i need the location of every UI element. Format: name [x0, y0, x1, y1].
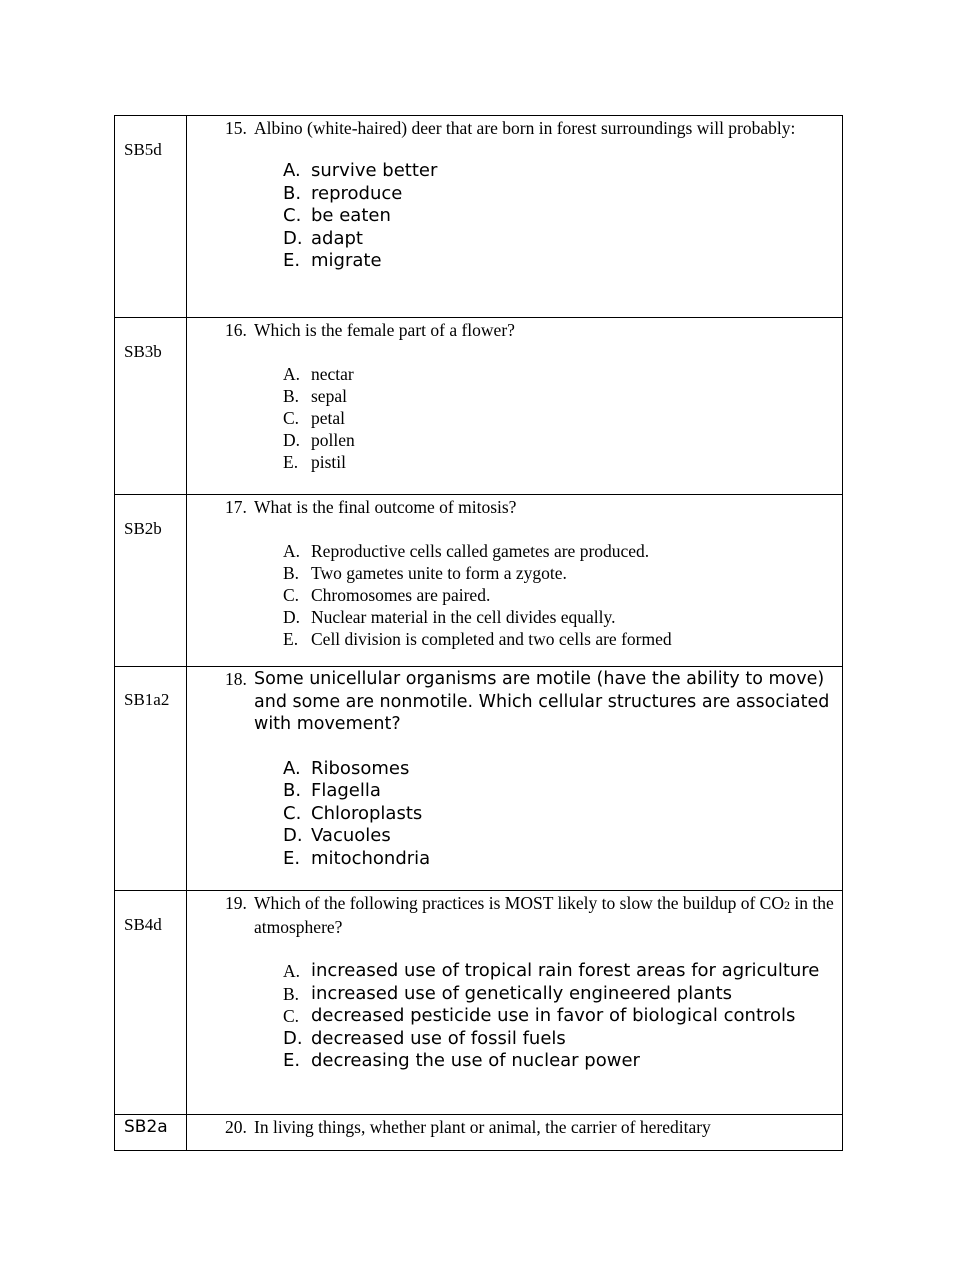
question-cell: [187, 116, 843, 318]
answer-option[interactable]: B. increased use of genetically engineered plants: [283, 982, 733, 1004]
question-number: 16.: [225, 320, 247, 340]
question-row-17: [115, 495, 843, 667]
standard-code-cell: [115, 318, 187, 495]
answer-option[interactable]: D. Vacuoles: [283, 825, 391, 846]
answer-option[interactable]: D. adapt: [283, 227, 363, 249]
question-cell: [187, 1115, 843, 1151]
question-row-19: [115, 891, 843, 1115]
standard-code: SB3b: [124, 342, 162, 361]
standard-code-cell: [115, 495, 187, 667]
question-table: [114, 115, 843, 1151]
question-row-15: [115, 116, 843, 318]
question-stem: [225, 319, 834, 341]
standard-code-cell: [115, 667, 187, 891]
answer-option[interactable]: C. be eaten: [283, 205, 391, 226]
standard-code: SB4d: [124, 915, 162, 934]
question-text: Which is the female part of a flower?: [254, 320, 515, 340]
answer-option[interactable]: A. survive better: [283, 160, 438, 181]
question-text: Which of the following practices is MOST likely to slow the buildup of CO2 in the atmosphere?: [254, 893, 834, 937]
answer-option[interactable]: B. Flagella: [283, 780, 381, 801]
answer-option[interactable]: C. decreased pesticide use in favor of biological controls: [283, 1005, 796, 1026]
answer-option[interactable]: B. Two gametes unite to form a zygote.: [283, 563, 567, 583]
answer-option[interactable]: B. reproduce: [283, 182, 403, 204]
answer-option[interactable]: D. pollen: [283, 430, 355, 450]
question-number: 19.: [225, 893, 247, 913]
answer-option[interactable]: E. migrate: [283, 250, 382, 271]
answer-options: [225, 540, 834, 650]
answer-option[interactable]: A. Reproductive cells called gametes are produced.: [283, 541, 650, 561]
standard-code: SB2a: [124, 1117, 168, 1137]
question-cell: [187, 495, 843, 667]
question-cell: [187, 667, 843, 891]
answer-option[interactable]: C. Chromosomes are paired.: [283, 585, 491, 605]
answer-options: [225, 363, 834, 473]
question-text: Some unicellular organisms are motile (have the ability to move) and some are nonmotile. Which cellular structures are associated with movement?: [254, 669, 830, 734]
answer-option[interactable]: E. mitochondria: [283, 847, 431, 869]
question-number: 18.: [225, 669, 247, 689]
question-cell: [187, 318, 843, 495]
answer-option[interactable]: A. Ribosomes: [283, 757, 410, 779]
question-stem: [225, 1116, 834, 1138]
question-number: 15.: [225, 118, 247, 138]
question-row-18: [115, 667, 843, 891]
question-stem: [225, 892, 834, 938]
question-number: 17.: [225, 497, 247, 517]
answer-option[interactable]: A. nectar: [283, 364, 354, 384]
standard-code-cell: [115, 1115, 187, 1151]
answer-option[interactable]: C. petal: [283, 408, 346, 428]
standard-code-cell: [115, 116, 187, 318]
standard-code: SB2b: [124, 519, 162, 538]
answer-option[interactable]: E. decreasing the use of nuclear power: [283, 1050, 640, 1071]
standard-code-cell: [115, 891, 187, 1115]
question-number: 20.: [225, 1117, 247, 1137]
question-stem: [225, 668, 834, 736]
question-row-16: [115, 318, 843, 495]
answer-option[interactable]: B. sepal: [283, 386, 347, 406]
question-text: What is the final outcome of mitosis?: [254, 497, 517, 517]
answer-options: [225, 758, 834, 871]
answer-option[interactable]: D. decreased use of fossil fuels: [283, 1027, 566, 1049]
standard-code: SB1a2: [124, 690, 170, 709]
question-stem: [225, 496, 834, 518]
question-stem: [225, 117, 834, 139]
answer-option[interactable]: C. Chloroplasts: [283, 802, 423, 824]
answer-options: [225, 160, 834, 273]
question-cell: [187, 891, 843, 1115]
question-row-20: [115, 1115, 843, 1151]
answer-option[interactable]: E. Cell division is completed and two cells are formed: [283, 629, 672, 649]
standard-code: SB5d: [124, 140, 162, 159]
answer-option[interactable]: A. increased use of tropical rain forest areas for agriculture: [283, 960, 820, 981]
question-text: In living things, whether plant or animal, the carrier of hereditary: [254, 1117, 711, 1137]
answer-options: [225, 960, 834, 1073]
question-text: Albino (white-haired) deer that are born in forest surroundings will probably:: [254, 118, 796, 138]
answer-option[interactable]: D. Nuclear material in the cell divides equally.: [283, 607, 616, 627]
answer-option[interactable]: E. pistil: [283, 452, 347, 472]
